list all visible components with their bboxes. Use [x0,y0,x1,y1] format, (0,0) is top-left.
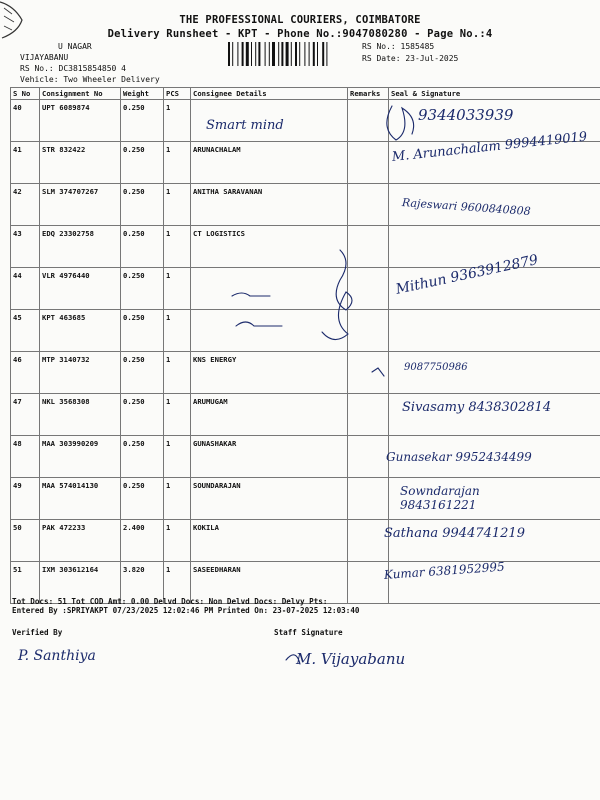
row-consignment-no: STR 832422 [40,142,121,184]
row-consignee: KNS ENERGY [191,352,348,394]
row-sno: 41 [11,142,40,184]
col-remarks: Remarks [348,88,389,100]
col-weight: Weight [121,88,164,100]
row-sno: 43 [11,226,40,268]
tick-46 [372,368,384,376]
col-consignee: Consignee Details [191,88,348,100]
scribble-40 [387,106,414,140]
row-consignment-no: VLR 4976440 [40,268,121,310]
row-sno: 47 [11,394,40,436]
row-sno: 48 [11,436,40,478]
sig-r44: Mithun 9363912879 [394,252,540,298]
sig-r47: Sivasamy 8438302814 [402,400,552,415]
verified-by-label: Verified By [12,628,63,637]
row-pcs: 1 [164,226,191,268]
row-weight: 3.820 [121,562,164,604]
rs-number: RS No.: 1585485 [362,42,435,51]
row-consignment-no: NKL 3568308 [40,394,121,436]
sig-r46: 9087750986 [404,362,468,373]
row-weight: 0.250 [121,268,164,310]
row-consignee: CT LOGISTICS [191,226,348,268]
row-pcs: 1 [164,562,191,604]
row-consignment-no: MAA 574014130 [40,478,121,520]
row-sno: 49 [11,478,40,520]
entered-by-line: Entered By :SPRIYAKPT 07/23/2025 12:02:46 PM Printed On: 23-07-2025 12:03:40 [12,606,360,615]
runsheet-title: Delivery Runsheet - KPT - Phone No.:9047080280 - Page No.:4 [107,28,493,40]
row-pcs: 1 [164,268,191,310]
row-pcs: 1 [164,310,191,352]
row-pcs: 1 [164,478,191,520]
row-pcs: 1 [164,520,191,562]
row-consignee: SOUNDARAJAN [191,478,348,520]
row-weight: 0.250 [121,478,164,520]
row-consignment-no: EDQ 23302758 [40,226,121,268]
staff-name: VIJAYABANU [20,53,69,62]
sig-r48: Gunasekar 9952434499 [386,450,532,464]
verified-signature: P. Santhiya [18,648,96,664]
row-weight: 0.250 [121,184,164,226]
sig-r40-details: Smart mind [206,118,284,133]
row-weight: 0.250 [121,310,164,352]
rs-date: RS Date: 23-Jul-2025 [362,54,459,63]
row-consignment-no: SLM 374707267 [40,184,121,226]
row-sno: 50 [11,520,40,562]
row-consignment-no: PAK 472233 [40,520,121,562]
row-consignee: GUNASHAKAR [191,436,348,478]
row-sno: 40 [11,100,40,142]
sig-r50: Sathana 9944741219 [384,526,525,541]
row-weight: 0.250 [121,226,164,268]
row-sno: 51 [11,562,40,604]
row-weight: 0.250 [121,394,164,436]
row-sno: 42 [11,184,40,226]
row-pcs: 1 [164,184,191,226]
docket-no: RS No.: DC3815854850 4 [20,64,126,73]
col-consignment: Consignment No [40,88,121,100]
row-pcs: 1 [164,100,191,142]
vehicle-type: Vehicle: Two Wheeler Delivery [20,75,160,84]
row-sno: 44 [11,268,40,310]
row-sno: 46 [11,352,40,394]
row-weight: 0.250 [121,436,164,478]
row-consignee: ARUNACHALAM [191,142,348,184]
row-consignment-no: UPT 6089874 [40,100,121,142]
row-sno: 45 [11,310,40,352]
staff-signature-label: Staff Signature [274,628,343,637]
row-consignment-no: MTP 3140732 [40,352,121,394]
row-consignment-no: KPT 463685 [40,310,121,352]
row-consignee: SASEEDHARAN [191,562,348,604]
sig-r51: Kumar 6381952995 [383,559,506,582]
row-consignment-no: IXM 303612164 [40,562,121,604]
company-title: THE PROFESSIONAL COURIERS, COIMBATORE [179,14,421,26]
address-fragment: U NAGAR [58,42,92,51]
row-pcs: 1 [164,352,191,394]
dash-45 [236,322,282,326]
row-weight: 0.250 [121,100,164,142]
row-pcs: 1 [164,436,191,478]
row-weight: 0.250 [121,142,164,184]
row-consignee: ARUMUGAM [191,394,348,436]
sig-r41: M. Arunachalam 9994419019 [391,129,588,165]
row-weight: 0.250 [121,352,164,394]
row-pcs: 1 [164,142,191,184]
staff-handwritten-signature: M. Vijayabanu [296,650,406,668]
row-weight: 2.400 [121,520,164,562]
dash-44 [232,293,270,296]
col-signature: Seal & Signature [389,88,600,100]
col-pcs: PCS [164,88,191,100]
sig-r40: 9344033939 [418,106,514,124]
row-consignee: KOKILA [191,520,348,562]
sig-r49: Sowndarajan 9843161221 [400,484,480,512]
totals-line: Tot Docs: 51 Tot COD Amt: 0.00 Delvd Docs: Non Delvd Docs: Delvy Pts: [12,597,328,606]
col-sno: S No [11,88,40,100]
scribble-44 [322,250,352,340]
row-consignment-no: MAA 303990209 [40,436,121,478]
sig-r42: Rajeswari 9600840808 [401,196,532,218]
row-consignee: ANITHA SARAVANAN [191,184,348,226]
row-pcs: 1 [164,394,191,436]
